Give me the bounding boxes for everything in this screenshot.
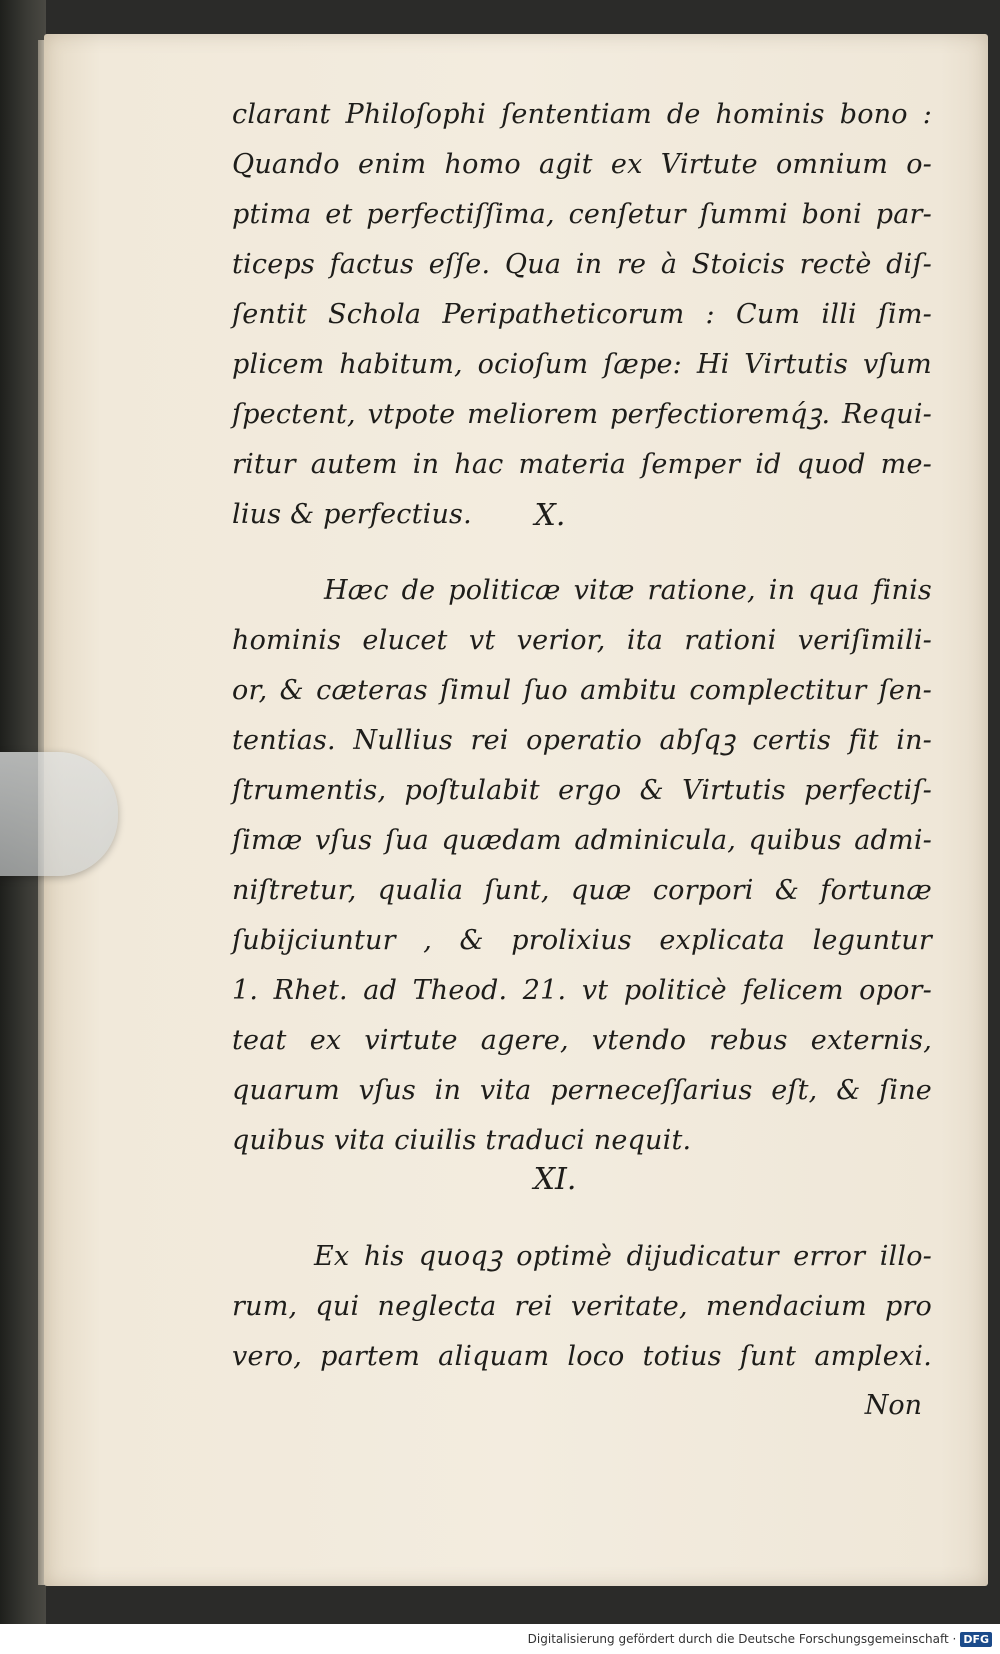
text-line: ſentit Schola Peripatheticorum : Cum illi ſim-	[232, 299, 932, 330]
text-line: 1. Rhet. ad Theod. 21. vt politicè felicem opor-	[232, 975, 932, 1006]
text-line: teat ex virtute agere, vtendo rebus externis,	[232, 1025, 932, 1056]
paragraph-1	[232, 90, 932, 540]
text-line: Hæc de politicæ vitæ ratione, in qua finis	[324, 575, 932, 606]
text-line: plicem habitum, ocioſum ſæpe: Hi Virtutis vſum	[232, 349, 932, 380]
text-line: quibus vita ciuilis traduci nequit.	[232, 1125, 692, 1156]
text-line: ſubijciuntur , & prolixius explicata leguntur	[232, 925, 932, 956]
paragraph-3	[232, 1232, 932, 1382]
text-line: niſtretur, qualia ſunt, quæ corpori & fortunæ	[232, 875, 932, 906]
text-line: rum, qui neglecta rei veritate, mendacium pro	[232, 1291, 932, 1322]
text-line: ſtrumentis, poſtulabit ergo & Virtutis perfectiſ-	[232, 775, 932, 806]
digitization-footer	[0, 1624, 1000, 1654]
text-line: hominis elucet vt verior, ita rationi veriſimili-	[232, 625, 932, 656]
catchword: Non	[864, 1390, 922, 1421]
text-line: ſpectent, vtpote meliorem perfectioremq́ꝫ. Requi-	[232, 399, 932, 430]
footer-credit: Digitalisierung gefördert durch die Deutsche Forschungsgemeinschaft ·	[527, 1632, 957, 1646]
paragraph-2	[232, 566, 932, 1166]
text-line: tentias. Nullius rei operatio abſqꝫ certis fit in-	[232, 725, 932, 756]
text-line: Ex his quoqꝫ optimè dijudicatur error illo-	[314, 1241, 932, 1272]
text-line: Quando enim homo agit ex Virtute omnium o-	[232, 149, 932, 180]
text-line: clarant Philoſophi ſententiam de hominis bono :	[232, 99, 932, 130]
text-line: or, & cæteras ſimul ſuo ambitu complectitur ſen-	[232, 675, 932, 706]
text-line: quarum vſus in vita perneceſſarius eſt, & ſine	[232, 1075, 932, 1106]
text-line: ptima et perfectiſſima, cenſetur ſummi boni par-	[232, 199, 932, 230]
text-line: ſimæ vſus ſua quædam adminicula, quibus admi-	[232, 825, 932, 856]
dfg-logo-icon: DFG	[960, 1632, 992, 1647]
text-line: lius & perfectius.	[232, 499, 472, 530]
section-heading-xi: XI.	[533, 1162, 577, 1197]
glass-page-clip	[0, 752, 118, 876]
text-line: vero, partem aliquam loco totius ſunt amplexi.	[232, 1341, 932, 1372]
text-line: ticeps factus eſſe. Qua in re à Stoicis rectè diſ-	[232, 249, 932, 280]
text-line: ritur autem in hac materia ſemper id quod me-	[232, 449, 932, 480]
section-heading-x: X.	[534, 498, 566, 533]
